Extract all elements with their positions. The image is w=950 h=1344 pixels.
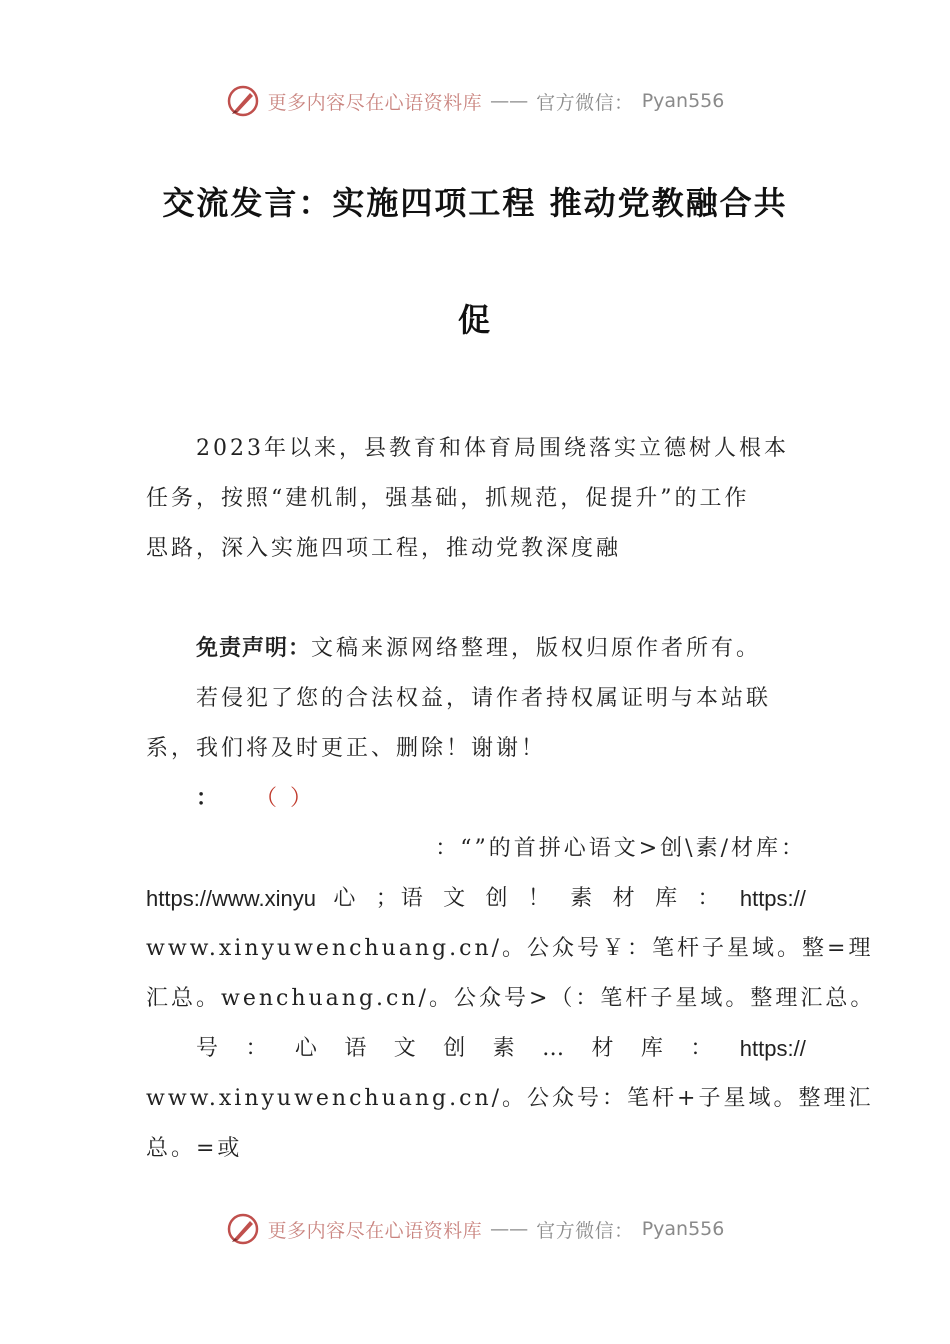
url-fragment: https://: [739, 886, 806, 911]
url-fragment: https://: [739, 1036, 806, 1061]
word: ：: [690, 1036, 716, 1061]
word: ；语: [375, 886, 426, 911]
watermark-dash: ——: [490, 1218, 529, 1240]
word: 素: [570, 886, 596, 911]
word: 文: [393, 1036, 419, 1061]
word: 创: [443, 1036, 469, 1061]
document-title-line1: 交流发言：实施四项工程 推动党教融合共: [162, 184, 788, 222]
disclaimer-label: 免责声明：: [196, 636, 312, 661]
body-line: www.xinyuwenchuang.cn/。公众号：笔杆+子星域。整理汇: [146, 1086, 874, 1111]
intro-paragraph: [146, 424, 806, 574]
watermark-wechat-label: 官方微信：: [536, 1219, 634, 1242]
watermark-dash: ——: [490, 90, 529, 112]
intro-line: 2023年以来，县教育和体育局围绕落实立德树人根本: [196, 436, 789, 461]
word: 号: [196, 1036, 222, 1061]
disclaimer-text: 文稿来源网络整理，版权归原作者所有。: [311, 636, 762, 661]
body-line: 汇总。wenchuang.cn/。公众号>（：笔杆子星域。整理汇总。: [146, 986, 876, 1011]
word: 创: [485, 886, 511, 911]
watermark-wechat-id: Pyan556: [641, 1218, 725, 1240]
disclaimer-line: 系，我们将及时更正、删除！谢谢！: [146, 736, 547, 761]
body-line: 总。=或: [146, 1136, 243, 1161]
word: 文: [443, 886, 469, 911]
word: ：: [697, 886, 723, 911]
word: 库: [655, 886, 681, 911]
word: 材: [591, 1036, 617, 1061]
url-fragment: https://www.xinyu: [146, 886, 316, 911]
body-line: [146, 774, 806, 824]
pen-logo-icon: [226, 1212, 260, 1246]
word: 心: [294, 1036, 320, 1061]
body-block: [146, 774, 876, 1174]
body-line: [146, 1024, 806, 1074]
watermark-wechat-id: Pyan556: [641, 90, 725, 112]
intro-line: 任务，按照“建机制，强基础，抓规范，促提升”的工作: [146, 486, 750, 511]
disclaimer-line: 若侵犯了您的合法权益，请作者持权属证明与本站联: [196, 686, 772, 711]
pen-logo-icon: [226, 84, 260, 118]
disclaimer-line: [146, 624, 806, 674]
body-line: ：“”的首拼心语文>创\素/材库：: [435, 836, 806, 861]
header-watermark: [0, 84, 950, 118]
footer-watermark: [0, 1212, 950, 1246]
body-paren: （ ）: [255, 786, 316, 811]
word: ！: [527, 886, 553, 911]
word: 素: [492, 1036, 518, 1061]
word: ：: [245, 1036, 271, 1061]
watermark-text: 更多内容尽在心语资料库: [267, 1219, 483, 1242]
word: 库: [640, 1036, 666, 1061]
body-line: www.xinyuwenchuang.cn/。公众号￥：笔杆子星域。整=理: [146, 936, 874, 961]
word: 语: [344, 1036, 370, 1061]
disclaimer-block: [146, 624, 806, 774]
word: 心: [333, 886, 359, 911]
watermark-text: 更多内容尽在心语资料库: [267, 91, 483, 114]
body-colon: ：: [196, 786, 222, 811]
word: 材: [612, 886, 638, 911]
watermark-wechat-label: 官方微信：: [536, 91, 634, 114]
intro-line: 思路，深入实施四项工程，推动党教深度融: [146, 536, 622, 561]
document-title-line2: 促: [457, 301, 492, 339]
body-line: [146, 874, 806, 924]
word: …: [542, 1036, 568, 1061]
